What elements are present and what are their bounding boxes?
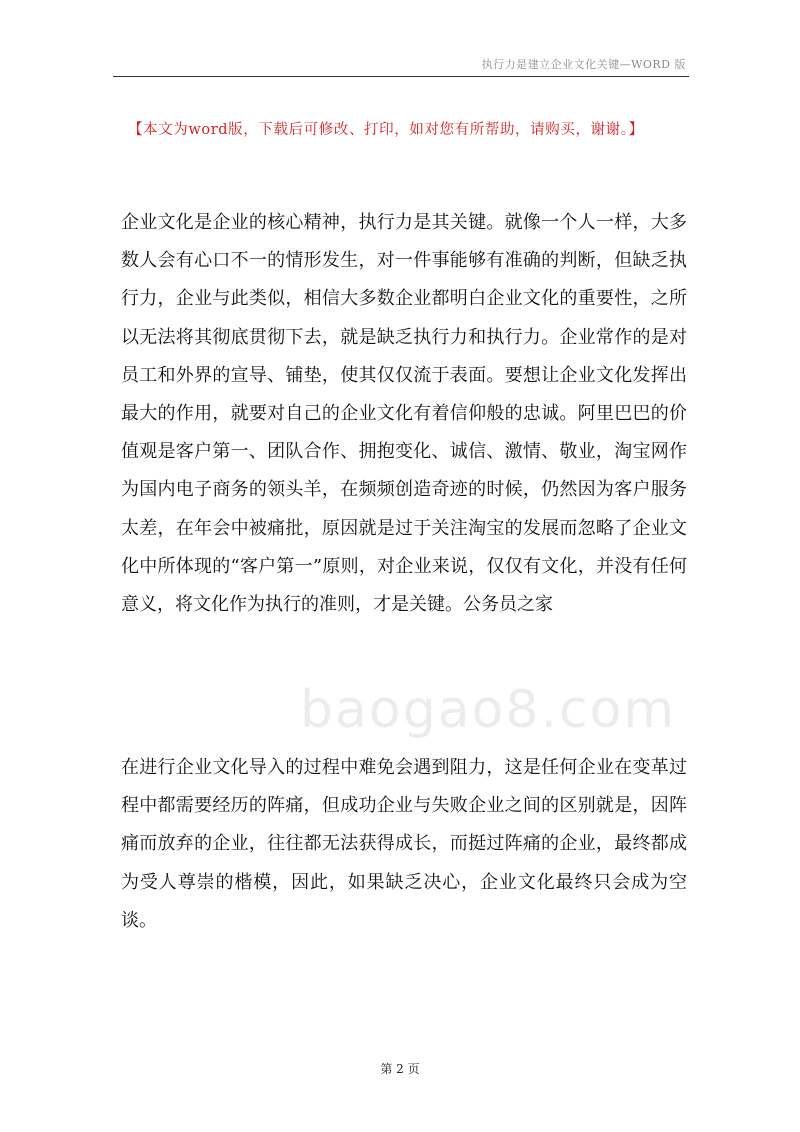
page-header-title: 执行力是建立企业文化关键—WORD 版 [481, 58, 686, 71]
watermark-logo: baogao8.com [300, 680, 677, 740]
body-paragraph-1: 企业文化是企业的核心精神，执行力是其关键。就像一个人一样，大多数人会有心口不一的情形发生，对一件事能够有准确的判断，但缺乏执行力，企业与此类似，相信大多数企业都明白企业文化的重要性，之所以无法将其彻底贯彻下去，就是缺乏执行力和执行力。企业常作的是对员工和外界的宣导、铺垫，使其仅仅流于表面。要想让企业文化发挥出最大的作用，就要对自己的企业文化有着信仰般的忠诚。阿里巴巴的价值观是客户第一、团队合作、拥抱变化、诚信、激情、敬业，淘宝网作为国内电子商务的领头羊，在频频创造奇迹的时候，仍然因为客户服务太差，在年会中被痛批，原因就是过于关注淘宝的发展而忽略了企业文化中所体现的“客户第一”原则，对企业来说，仅仅有文化，并没有任何意义，将文化作为执行的准则，才是关键。公务员之家 [121, 212, 687, 616]
purchase-notice: 【本文为word版，下载后可修改、打印，如对您有所帮助，请购买，谢谢。】 [128, 122, 644, 138]
body-paragraph-2: 在进行企业文化导入的过程中难免会遇到阻力，这是任何企业在变革过程中都需要经历的阵痛，但成功企业与失败企业之间的区别就是，因阵痛而放弃的企业，往往都无法获得成长，而挺过阵痛的企业，最终都成为受人尊崇的楷模，因此，如果缺乏决心，企业文化最终只会成为空谈。 [121, 757, 687, 931]
page-number: 第 2 页 [380, 1062, 420, 1076]
header-divider [113, 76, 689, 77]
